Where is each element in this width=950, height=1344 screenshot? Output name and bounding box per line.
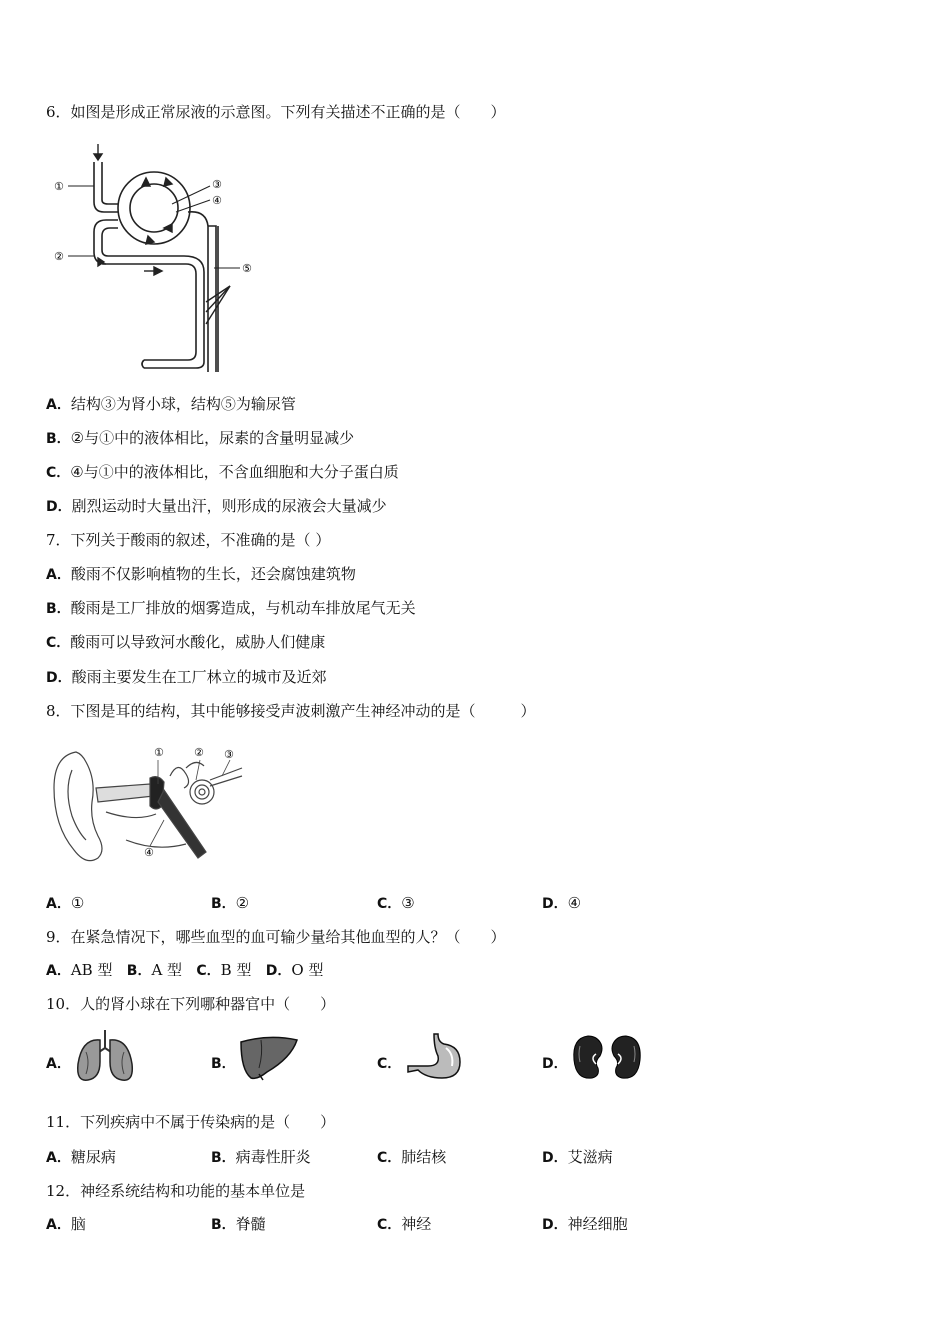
q10-option-c[interactable]: C．: [377, 1056, 402, 1072]
ear-label-4: ④: [144, 846, 154, 859]
label-4: ④: [212, 194, 222, 207]
q12-option-c[interactable]: C．神经: [377, 1215, 432, 1233]
ear-diagram: [46, 740, 246, 875]
nephron-diagram: [46, 140, 276, 380]
q8-stem: 8．下图是耳的结构，其中能够接受声波刺激产生神经冲动的是（ ）: [46, 702, 536, 720]
q9-option-a[interactable]: A．AB 型: [46, 961, 113, 979]
q6-option-b[interactable]: B．②与①中的液体相比，尿素的含量明显减少: [46, 429, 355, 447]
ear-label-2: ②: [194, 746, 204, 759]
q7-option-d[interactable]: D．酸雨主要发生在工厂林立的城市及近郊: [46, 668, 327, 686]
label-5: ⑤: [242, 262, 252, 275]
q11-option-c[interactable]: C．肺结核: [377, 1148, 447, 1166]
q10-option-b[interactable]: B．: [211, 1056, 236, 1072]
q7-option-c[interactable]: C．酸雨可以导致河水酸化，威胁人们健康: [46, 633, 326, 651]
q6-option-c[interactable]: C．④与①中的液体相比，不含血细胞和大分子蛋白质: [46, 463, 399, 481]
q9-option-b[interactable]: B．A 型: [126, 961, 183, 979]
q12-option-b[interactable]: B．脊髓: [211, 1215, 266, 1233]
q10-stem: 10．人的肾小球在下列哪种器官中（ ）: [46, 995, 336, 1013]
q8-option-d[interactable]: D．④: [542, 894, 582, 912]
q7-option-a[interactable]: A．酸雨不仅影响植物的生长，还会腐蚀建筑物: [46, 565, 356, 583]
q6-stem: 6．如图是形成正常尿液的示意图。下列有关描述不正确的是（ ）: [46, 103, 506, 121]
q9-option-d[interactable]: D．O 型: [265, 961, 324, 979]
stomach-icon: [404, 1032, 464, 1082]
q8-option-c[interactable]: C．③: [377, 894, 415, 912]
label-2: ②: [54, 250, 64, 263]
q9-stem: 9．在紧急情况下，哪些血型的血可输少量给其他血型的人？（ ）: [46, 928, 506, 946]
ear-label-1: ①: [154, 746, 164, 759]
q11-option-d[interactable]: D．艾滋病: [542, 1148, 613, 1166]
q12-stem: 12．神经系统结构和功能的基本单位是: [46, 1182, 306, 1200]
q12-option-a[interactable]: A．脑: [46, 1215, 86, 1233]
ear-label-3: ③: [224, 748, 234, 761]
q6-option-d[interactable]: D．剧烈运动时大量出汗，则形成的尿液会大量减少: [46, 497, 387, 515]
q9-option-c[interactable]: C．B 型: [196, 961, 252, 979]
kidneys-icon: [570, 1034, 644, 1082]
q11-option-a[interactable]: A．糖尿病: [46, 1148, 116, 1166]
q7-option-b[interactable]: B．酸雨是工厂排放的烟雾造成，与机动车排放尾气无关: [46, 599, 416, 617]
lungs-icon: [74, 1028, 136, 1084]
q7-stem: 7．下列关于酸雨的叙述，不准确的是（ ）: [46, 531, 331, 549]
q6-option-a[interactable]: A．结构③为肾小球，结构⑤为输尿管: [46, 395, 296, 413]
q8-option-b[interactable]: B．②: [211, 894, 250, 912]
q11-stem: 11．下列疾病中不属于传染病的是（ ）: [46, 1113, 336, 1131]
liver-icon: [239, 1034, 299, 1082]
q12-option-d[interactable]: D．神经细胞: [542, 1215, 628, 1233]
q10-option-d[interactable]: D．: [542, 1056, 568, 1072]
label-3: ③: [212, 178, 222, 191]
q10-option-a[interactable]: A．: [46, 1056, 71, 1072]
q11-option-b[interactable]: B．病毒性肝炎: [211, 1148, 311, 1166]
label-1: ①: [54, 180, 64, 193]
q8-option-a[interactable]: A．①: [46, 894, 85, 912]
q9-options: [46, 960, 323, 981]
